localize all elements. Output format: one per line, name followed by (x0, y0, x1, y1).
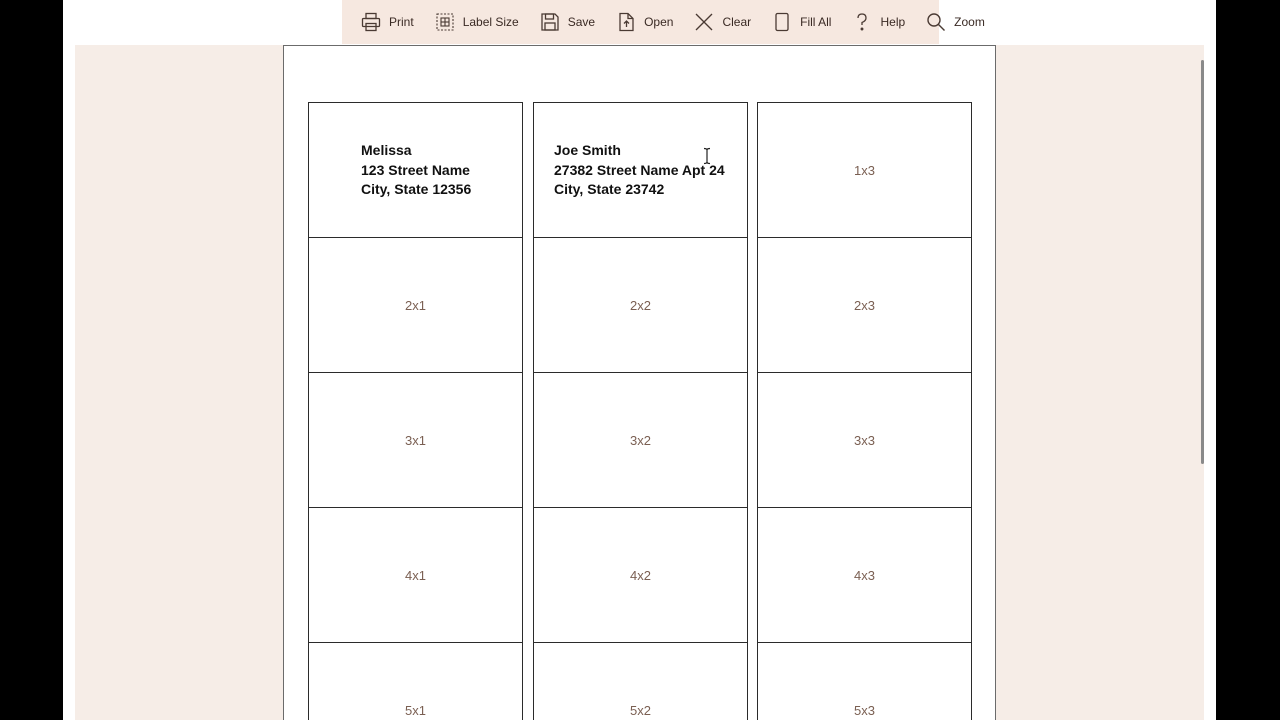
label-placeholder: 3x1 (405, 432, 426, 448)
label-placeholder: 2x1 (405, 297, 426, 313)
label-size-label: Label Size (462, 15, 519, 29)
label-cell-5x1[interactable] (308, 642, 523, 720)
x-icon (693, 11, 715, 33)
open-button[interactable] (605, 0, 683, 44)
address-street: 123 Street Name (361, 161, 470, 178)
label-sheet (283, 45, 996, 720)
printer-icon (360, 11, 382, 33)
label-cell-4x2[interactable] (533, 507, 748, 643)
label-placeholder: 2x3 (854, 297, 875, 313)
grid-icon (434, 11, 456, 33)
print-label: Print (389, 15, 414, 29)
label-placeholder: 2x2 (630, 297, 651, 313)
print-button[interactable] (350, 0, 424, 44)
label-size-button[interactable] (424, 0, 529, 44)
label-cell-4x1[interactable] (308, 507, 523, 643)
label-app-window (63, 0, 1216, 720)
label-cell-5x3[interactable] (757, 642, 972, 720)
zoom-label: Zoom (954, 15, 985, 29)
toolbar (342, 0, 985, 44)
label-placeholder: 3x3 (854, 432, 875, 448)
fill-all-button[interactable] (761, 0, 841, 44)
open-file-icon (615, 11, 637, 33)
label-cell-2x1[interactable] (308, 237, 523, 373)
label-cell-3x1[interactable] (308, 372, 523, 508)
floppy-disk-icon (539, 11, 561, 33)
label-cell-3x2[interactable] (533, 372, 748, 508)
help-button[interactable] (841, 0, 915, 44)
label-placeholder: 5x2 (630, 702, 651, 718)
fill-all-label: Fill All (800, 15, 832, 29)
vertical-scrollbar[interactable] (1201, 60, 1204, 464)
address-name: Melissa (361, 142, 412, 158)
save-label: Save (567, 15, 596, 29)
label-cell-1x1[interactable] (308, 102, 523, 238)
label-cell-2x3[interactable] (757, 237, 972, 373)
label-cell-1x3[interactable] (757, 102, 972, 238)
address-name: Joe Smith (554, 142, 621, 158)
label-placeholder: 5x1 (405, 702, 426, 718)
label-cell-5x2[interactable] (533, 642, 748, 720)
help-label: Help (880, 15, 906, 29)
clear-button[interactable] (683, 0, 761, 44)
clear-label: Clear (722, 15, 752, 29)
magnifier-icon (925, 11, 947, 33)
address-city: City, State 12356 (361, 181, 472, 197)
label-cell-3x3[interactable] (757, 372, 972, 508)
label-cell-1x2[interactable] (533, 102, 748, 238)
address-block (361, 141, 471, 200)
label-placeholder: 4x2 (630, 567, 651, 583)
open-label: Open (644, 15, 674, 29)
label-placeholder: 5x3 (854, 702, 875, 718)
label-placeholder: 3x2 (630, 432, 651, 448)
address-street: 27382 Street Name Apt 24 (554, 161, 725, 178)
label-placeholder: 4x1 (405, 567, 426, 583)
label-cell-4x3[interactable] (757, 507, 972, 643)
label-placeholder: 4x3 (854, 567, 875, 583)
question-mark-icon (851, 11, 873, 33)
text-cursor-icon (702, 147, 712, 165)
blank-page-icon (771, 11, 793, 33)
label-placeholder: 1x3 (854, 162, 875, 178)
address-block (554, 141, 725, 200)
save-button[interactable] (529, 0, 605, 44)
address-city: City, State 23742 (554, 181, 665, 197)
zoom-button[interactable] (915, 0, 995, 44)
label-cell-2x2[interactable] (533, 237, 748, 373)
